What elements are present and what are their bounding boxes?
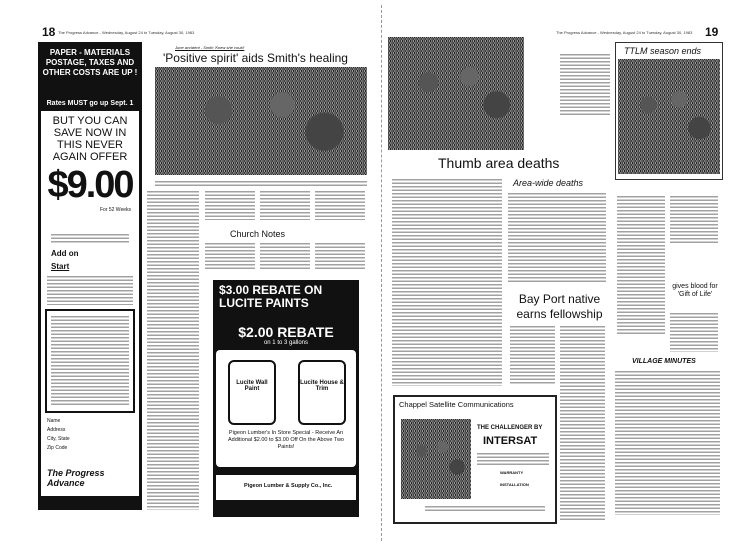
body-text-block [670,195,718,245]
running-head-left: The Progress Advance - Wednesday, August 24 to Tuesday, August 30, 1983 [58,30,195,35]
store-name: Pigeon Lumber & Supply Co., Inc. [216,475,356,500]
page-number-left: 18 [42,25,56,39]
body-text-block [315,190,365,220]
order-form[interactable] [45,309,135,413]
ttlm-box [615,42,723,180]
satellite-dish-photo [401,419,471,499]
church-notes-heading: Church Notes [230,229,286,239]
wall-paint-can: Lucite Wall Paint [228,360,276,425]
brand-logo: The Progress Advance [47,468,105,488]
body-text-block [508,192,606,282]
body-text-block [51,315,129,405]
intersat-brand: INTERSAT [483,435,538,447]
form-zip[interactable]: Zip Code [47,445,68,451]
body-text-block [560,53,610,115]
challenger-text: THE CHALLENGER BY [477,425,543,431]
feature-photo [155,67,367,175]
subscription-ad [38,42,142,510]
satellite-title: Chappel Satellite Communications [399,400,514,409]
feature-headline: 'Positive spirit' aids Smith's healing [163,51,348,65]
rebate2: $2.00 REBATE [238,324,334,340]
body-text-block [51,233,129,243]
lucite-paint-ad [213,280,359,517]
rates-line: Rates MUST go up Sept. 1 [46,100,134,107]
form-name[interactable]: Name [47,418,61,424]
body-text-block [560,325,605,520]
house-paint-can: Lucite House & Trim [298,360,346,425]
body-text-block [205,242,255,270]
offer-text: BUT YOU CAN SAVE NOW IN THIS NEVER AGAIN OFFER [52,115,128,163]
body-text-block [315,242,365,270]
body-text-block [147,190,199,510]
gift-of-life-heading: gives blood for 'Gift of Life' [672,283,718,298]
area-deaths-heading: Area-wide deaths [513,178,584,188]
ttlm-headline: TTLM season ends [624,46,702,56]
price-note: For 52 Weeks [99,207,131,213]
form-address[interactable]: Address [47,427,66,433]
start-label: Start [51,262,70,271]
body-text-block [205,190,255,220]
body-text-block [155,180,367,186]
body-text-block [47,275,133,305]
body-text-block [615,370,720,515]
body-text-block [670,312,718,352]
body-text-block [477,452,549,466]
body-text-block [617,195,665,335]
body-text-block [260,190,310,220]
ad-headline: PAPER - MATERIALS POSTAGE, TAXES AND OTHER COSTS ARE UP ! [42,48,138,77]
bay-port-heading: Bay Port native earns fellowship [516,292,603,321]
body-text-block [425,505,545,513]
running-head-right: The Progress Advance - Wednesday, August 24 to Tuesday, August 30, 1983 [556,30,693,35]
price: $9.00 [47,164,133,206]
body-text-block [392,178,502,386]
lucite-headline: $3.00 REBATE ON LUCITE PAINTS [219,283,323,310]
body-text-block [260,242,310,270]
ttlm-photo [618,59,720,174]
rebate2-note: on 1 to 3 gallons [263,340,309,346]
page-number-right: 19 [705,25,719,39]
form-city[interactable]: City, State [47,436,70,442]
feature-kicker: June accident - Smith 'Knew she could' [175,45,245,50]
thumb-deaths-heading: Thumb area deaths [438,155,560,171]
village-minutes-heading: VILLAGE MINUTES [632,358,696,365]
store-special: Pigeon Lumber's In Store Special - Receive An Additional $2.00 to $3.00 Off On the Above Two Paints! [228,430,344,450]
satellite-ad [393,395,557,524]
team-photo [388,37,524,150]
warranty-label: WARRANTY [500,470,524,475]
installation-label: INSTALLATION [500,482,529,487]
body-text-block [510,325,555,385]
add-on-label: Add on [51,249,79,258]
page-fold [381,5,382,541]
